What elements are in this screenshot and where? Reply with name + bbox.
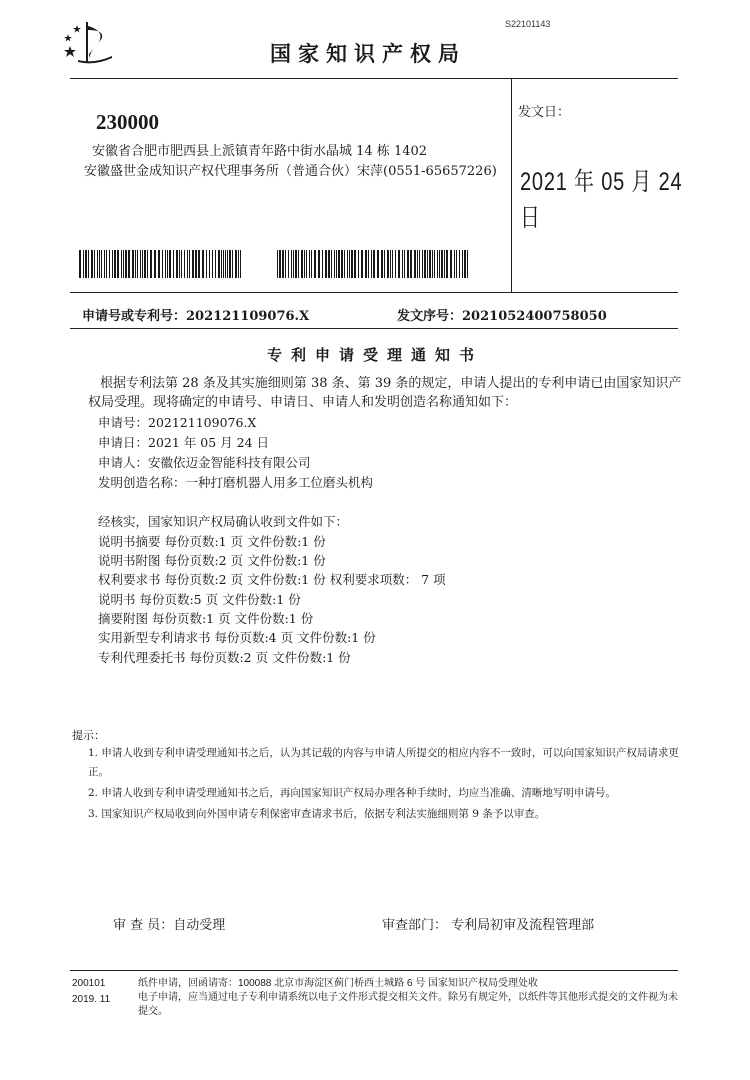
header-box-divider: [511, 78, 512, 292]
hint-item: 2. 申请人收到专利申请受理通知书之后，再向国家知识产权局办理各种手续时，均应当准确、清晰地写明申请号。: [88, 787, 616, 799]
barcode-right: [277, 250, 470, 278]
agency-name: 安徽盛世金成知识产权代理事务所（普通合伙）宋萍(0551-65657226): [84, 164, 497, 179]
header-box-top-rule: [70, 78, 678, 79]
field-application-date: 申请日：2021 年 05 月 24 日: [98, 435, 269, 450]
application-number: 202121109076.X: [186, 309, 310, 324]
received-item: 专利代理委托书 每份页数:2 页 文件份数:1 份: [98, 650, 351, 665]
cnipa-logo-icon: [58, 20, 118, 66]
serial-number: 2021052400758050: [462, 309, 607, 324]
notice-intro: 根据专利法第 28 条及其实施细则第 38 条、第 39 条的规定，申请人提出的专利申请已由国家知识产权局受理。现将确定的申请号、申请日、申请人和发明创造名称通知如下：: [88, 376, 682, 410]
application-number-line: [82, 305, 309, 324]
examiner: 审 查 员：自动受理: [113, 918, 226, 933]
field-application-number: 申请号：202121109076.X: [98, 415, 257, 430]
hint-item: 1. 申请人收到专利申请受理通知书之后，认为其记载的内容与申请人所提交的相应内容不一致时，可以向国家知识产权局请求更正。: [88, 747, 679, 778]
header-box-bottom-rule: [70, 292, 678, 293]
reference-rule: [70, 328, 678, 329]
footer-rule: [70, 970, 678, 971]
barcode-left: [79, 250, 242, 278]
received-item: 说明书 每份页数:5 页 文件份数:1 份: [98, 592, 301, 607]
examination-department: 审查部门： 专利局初审及流程管理部: [382, 918, 595, 933]
send-date-label: 发文日：: [518, 105, 571, 120]
serial-number-label: 发文序号：: [397, 309, 463, 324]
received-item: 摘要附图 每份页数:1 页 文件份数:1 份: [98, 611, 314, 626]
footer-electronic-note: 电子申请，应当通过电子专利申请系统以电子文件形式提交相关文件。除另有规定外，以纸件等其他形式提交的文件视为未提交。: [138, 992, 678, 1017]
serial-number-line: [397, 305, 607, 324]
form-date: 2019. 11: [72, 994, 111, 1005]
office-title: 国家知识产权局: [270, 42, 466, 66]
send-date-stamp: 2021 年 05 月 24 日: [520, 168, 683, 232]
notice-title: 专利申请受理通知书: [266, 346, 483, 364]
hints-heading: 提示：: [72, 729, 105, 742]
field-invention-title: 发明创造名称：一种打磨机器人用多工位磨头机构: [98, 475, 374, 490]
postcode: 230000: [96, 110, 159, 134]
hint-item: 3. 国家知识产权局收到向外国申请专利保密审查请求书后，依据专利法实施细则第 9 条予以审查。: [88, 808, 546, 820]
form-code: 200101: [72, 978, 106, 989]
field-applicant: 申请人：安徽依迈金智能科技有限公司: [98, 455, 311, 470]
footer-paper-note: 纸件申请，回函请寄：100088 北京市海淀区蓟门桥西土城路 6 号 国家知识产权局受理处收: [138, 978, 539, 989]
received-item: 实用新型专利请求书 每份页数:4 页 文件份数:1 份: [98, 630, 376, 645]
received-intro: 经核实，国家知识产权局确认收到文件如下：: [98, 514, 349, 529]
recipient-address: 安徽省合肥市肥西县上派镇青年路中街水晶城 14 栋 1402: [92, 144, 428, 159]
application-number-label: 申请号或专利号：: [82, 309, 187, 324]
document-code: S22101143: [505, 19, 551, 29]
received-item: 说明书附图 每份页数:2 页 文件份数:1 份: [98, 553, 326, 568]
received-item: 权利要求书 每份页数:2 页 文件份数:1 份 权利要求项数： 7 项: [98, 572, 446, 587]
received-item: 说明书摘要 每份页数:1 页 文件份数:1 份: [98, 534, 326, 549]
